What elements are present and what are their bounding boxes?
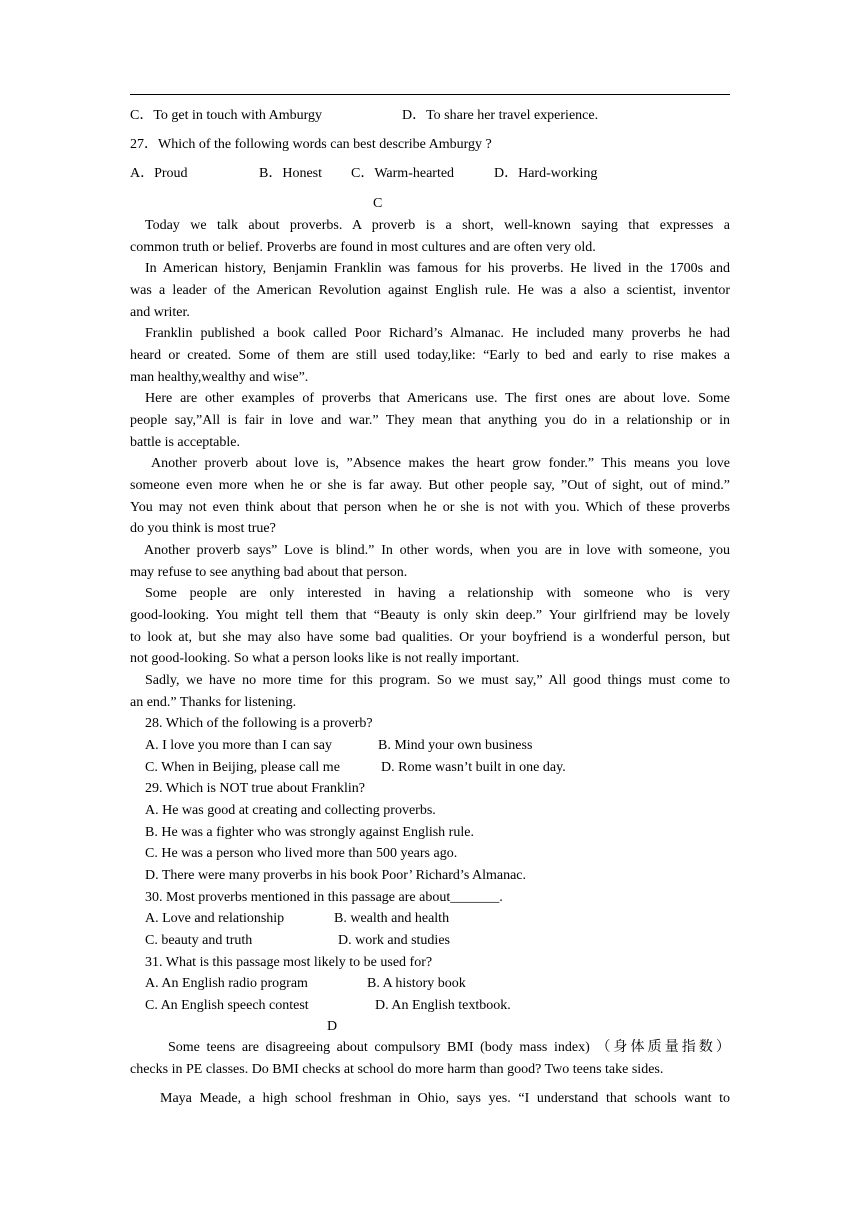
passage-line: to look at, but she may also have some bad qualities. Or your boyfriend is a wonderful person, but <box>130 630 730 645</box>
q31-option-c: C. An English speech contest <box>145 998 309 1013</box>
q26-option-d: D．To share her travel experience. <box>402 108 599 123</box>
passage-line: someone even more when he or she is far away. But other people say, ”Out of sight, out of mind.” <box>130 478 730 493</box>
q31-option-b: B. A history book <box>367 976 466 991</box>
q28-option-c: C. When in Beijing, please call me <box>145 760 340 775</box>
q30-option-b: B. wealth and health <box>334 911 450 926</box>
q31-question: 31. What is this passage most likely to be used for? <box>145 955 433 970</box>
passage-line: Today we talk about proverbs. A proverb is a short, well-known saying that expresses a <box>145 218 730 233</box>
passage-line: was a leader of the American Revolution against English rule. He was a also a scientist, inventor <box>130 283 730 298</box>
q27-option-c: C．Warm-hearted <box>351 166 455 181</box>
q29-option-a: A. He was good at creating and collecting proverbs. <box>145 803 436 818</box>
passage-line: Another proverb says” Love is blind.” In other words, when you are in love with someone, you <box>144 543 730 558</box>
section-d-heading: D <box>327 1019 338 1034</box>
q27-option-d: D．Hard-working <box>494 166 598 181</box>
passage-line: heard or created. Some of them are still used today,like: “Early to bed and early to rise makes a <box>130 348 730 363</box>
passage-line: may refuse to see anything bad about that person. <box>130 565 408 580</box>
q28-option-a: A. I love you more than I can say <box>145 738 332 753</box>
q27-option-a: A．Proud <box>130 166 188 181</box>
q31-option-a: A. An English radio program <box>145 976 308 991</box>
q31-option-d: D. An English textbook. <box>375 998 511 1013</box>
q28-option-d: D. Rome wasn’t built in one day. <box>381 760 566 775</box>
passage-line: an end.” Thanks for listening. <box>130 695 297 710</box>
q28-option-b: B. Mind your own business <box>378 738 533 753</box>
passage-line: man healthy,wealthy and wise”. <box>130 370 309 385</box>
q30-question: 30. Most proverbs mentioned in this passage are about_______. <box>145 890 503 905</box>
passage-line: Some people are only interested in having a relationship with someone who is very <box>145 586 730 601</box>
q27-question: 27．Which of the following words can best describe Amburgy ? <box>130 137 492 152</box>
section-c-heading: C <box>373 196 383 211</box>
q29-question: 29. Which is NOT true about Franklin? <box>145 781 365 796</box>
q29-option-b: B. He was a fighter who was strongly against English rule. <box>145 825 474 840</box>
passage-line: You may not even think about that person when he or she is not with you. Which of these proverbs <box>130 500 730 515</box>
passage-line: checks in PE classes. Do BMI checks at school do more harm than good? Two teens take sides. <box>130 1062 664 1077</box>
passage-line: common truth or belief. Proverbs are found in most cultures and are often very old. <box>130 240 596 255</box>
passage-line: Here are other examples of proverbs that Americans use. The first ones are about love. Some <box>145 391 730 406</box>
header-rule <box>130 94 730 95</box>
passage-line: Some teens are disagreeing about compulsory BMI (body mass index) （身体质量指数） <box>168 1040 730 1055</box>
q26-option-c: C．To get in touch with Amburgy <box>130 108 323 123</box>
passage-line: good-looking. You might tell them that “Beauty is only skin deep.” Your girlfriend may be lovely <box>130 608 730 623</box>
q30-option-a: A. Love and relationship <box>145 911 285 926</box>
passage-line: In American history, Benjamin Franklin was famous for his proverbs. He lived in the 1700s and <box>145 261 730 276</box>
passage-line: people say,”All is fair in love and war.” They mean that anything you do in a relationship or in <box>130 413 730 428</box>
passage-line: Maya Meade, a high school freshman in Ohio, says yes. “I understand that schools want to <box>160 1091 730 1106</box>
q30-option-c: C. beauty and truth <box>145 933 253 948</box>
q29-option-c: C. He was a person who lived more than 500 years ago. <box>145 846 458 861</box>
q29-option-d: D. There were many proverbs in his book Poor’ Richard’s Almanac. <box>145 868 527 883</box>
q27-option-b: B．Honest <box>259 166 322 181</box>
passage-line: battle is acceptable. <box>130 435 240 450</box>
q30-option-d: D. work and studies <box>338 933 450 948</box>
passage-line: not good-looking. So what a person looks like is not really important. <box>130 651 520 666</box>
passage-line: Franklin published a book called Poor Richard’s Almanac. He included many proverbs he had <box>145 326 730 341</box>
passage-line: do you think is most true? <box>130 521 276 536</box>
passage-line: Sadly, we have no more time for this program. So we must say,” All good things must come to <box>145 673 730 688</box>
q28-question: 28. Which of the following is a proverb? <box>145 716 373 731</box>
passage-line: Another proverb about love is, ”Absence makes the heart grow fonder.” This means you love <box>151 456 730 471</box>
passage-line: and writer. <box>130 305 190 320</box>
